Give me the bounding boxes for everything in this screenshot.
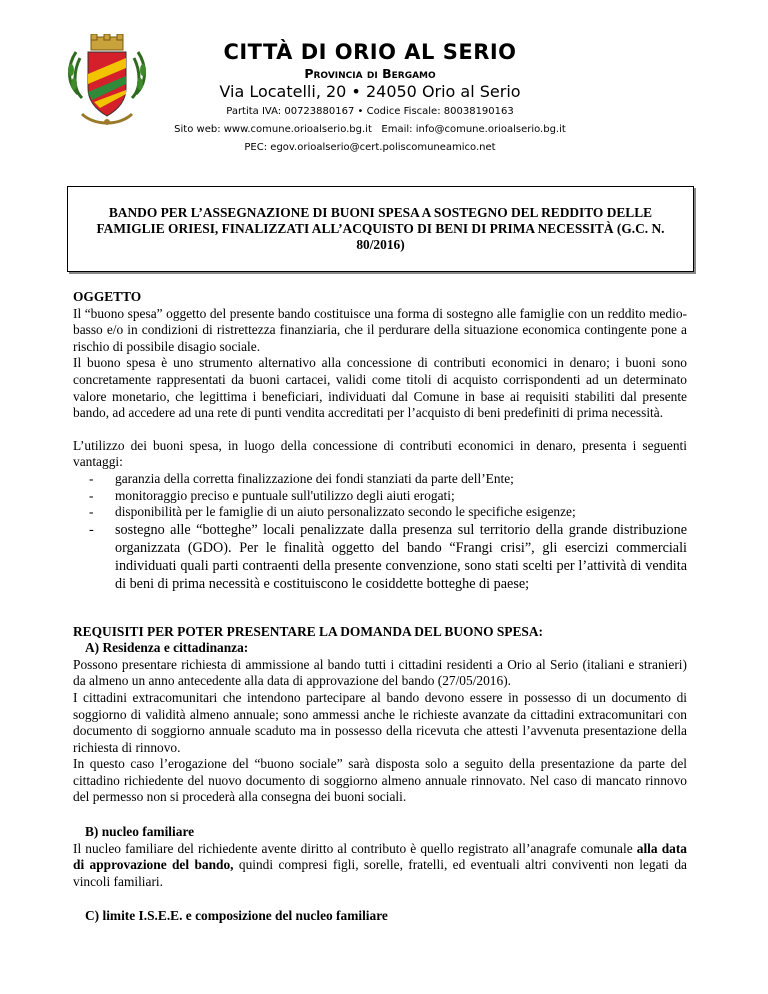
requisiti-heading: REQUISITI PER POTER PRESENTARE LA DOMANDA DEL BUONO SPESA: (73, 623, 543, 639)
text-run: quindi compresi figli, sorelle, fratelli, ed eventuali altri conviventi non legati da vincoli familiari. (73, 857, 687, 889)
text-run: Il nucleo familiare del richiedente avente diritto al contributo è quello registrato all’anagrafe comunale (73, 840, 637, 856)
emphasis: alla data di approvazione del bando, (73, 840, 687, 873)
paragraph: Possono presentare richiesta di ammissione al bando tutti i cittadini residenti a Orio al Serio (italiani e stranieri) da almeno un anno antecedente alla data di approvazione del bando (27/05/2016). (73, 656, 687, 689)
oggetto-heading: OGGETTO (73, 289, 142, 304)
list-item: - garanzia della corretta finalizzazione dei fondi stanziati da parte dell’Ente; (89, 471, 687, 488)
contact-line: Sito web: www.comune.orioalserio.bg.it Email: info@comune.orioalserio.bg.it (174, 124, 566, 135)
city-name: CITTÀ DI ORIO AL SERIO (223, 40, 517, 64)
paragraph: Il buono spesa è uno strumento alternativo alla concessione di contributi economici in denaro; i buoni sono concretamente rappresentati da buoni cartacei, validi come titoli di acquisto corrispondenti ad un determinato valore monetario, che legittima i beneficiari, individuati dal Comune in base ai requisiti stabiliti dal presente bando, ad accedere ad una rete di punti vendita accreditati per l’acquisto di beni predefiniti di prima necessità. (73, 355, 687, 421)
address-line: Via Locatelli, 20 • 24050 Orio al Serio (219, 82, 521, 101)
pec-line: PEC: egov.orioalserio@cert.poliscomuneamico.net (244, 142, 496, 153)
coat-of-arms-icon (64, 34, 150, 130)
document-title: BANDO PER L’ASSEGNAZIONE DI BUONI SPESA A SOSTEGNO DEL REDDITO DELLE FAMIGLIE ORIESI, FINALIZZATI ALL’ACQUISTO DI BENI DI PRIMA NECESSITÀ (G.C. N. 80/2016) (96, 205, 665, 252)
section-a-heading: A) Residenza e cittadinanza: (85, 640, 249, 656)
section-c-heading: C) limite I.S.E.E. e composizione del nucleo familiare (85, 908, 388, 924)
document-body (73, 289, 687, 925)
title-box (67, 186, 694, 272)
paragraph (73, 841, 687, 891)
list-item: - disponibilità per le famiglie di un aiuto personalizzato secondo le specifiche esigenze; (89, 504, 687, 521)
paragraph: Il “buono spesa” oggetto del presente bando costituisce una forma di sostegno alle famiglie con un reddito medio-basso e/o in condizioni di ristrettezza finanziaria, che il perdurare della situazione economica contingente pone a rischio di possibile disagio sociale. (73, 305, 687, 354)
section-b-heading: B) nucleo familiare (85, 824, 195, 840)
advantages-list (73, 471, 687, 594)
list-item: - sostegno alle “botteghe” locali penalizzate dalla presenza sul territorio della grande distribuzione organizzata (GDO). Per le finalità oggetto del bando “Frangi crisi”, gli esercizi commerciali individuati quali parti contraenti della presente convenzione, sono stati scelti per l’attività di vendita di beni di prima necessità e costituiscono le cosiddette botteghe di paese; (89, 521, 687, 594)
paragraph: I cittadini extracomunitari che intendono partecipare al bando devono essere in possesso di un documento di soggiorno di validità almeno annuale; sono ammessi anche le richieste avanzate da cittadini extracomunitari con documento di soggiorno annuale scaduto ma in possesso della ricevuta che attesti l’avvenuta presentazione della richiesta di rinnovo. (73, 689, 687, 755)
paragraph: In questo caso l’erogazione del “buono sociale” sarà disposta solo a seguito della presentazione da parte del cittadino richiedente del nuovo documento di soggiorno almeno annuale rinnovato. Nel caso di mancato rinnovo del permesso non si procederà alla consegna dei buoni sociali. (73, 756, 687, 805)
paragraph: L’utilizzo dei buoni spesa, in luogo della concessione di contributi economici in denaro, presenta i seguenti vantaggi: (73, 437, 687, 470)
list-item: - monitoraggio preciso e puntuale sull'utilizzo degli aiuti erogati; (89, 488, 687, 505)
vat-line: Partita IVA: 00723880167 • Codice Fiscale: 80038190163 (226, 106, 514, 117)
province-name: Provincia di Bergamo (304, 66, 436, 81)
